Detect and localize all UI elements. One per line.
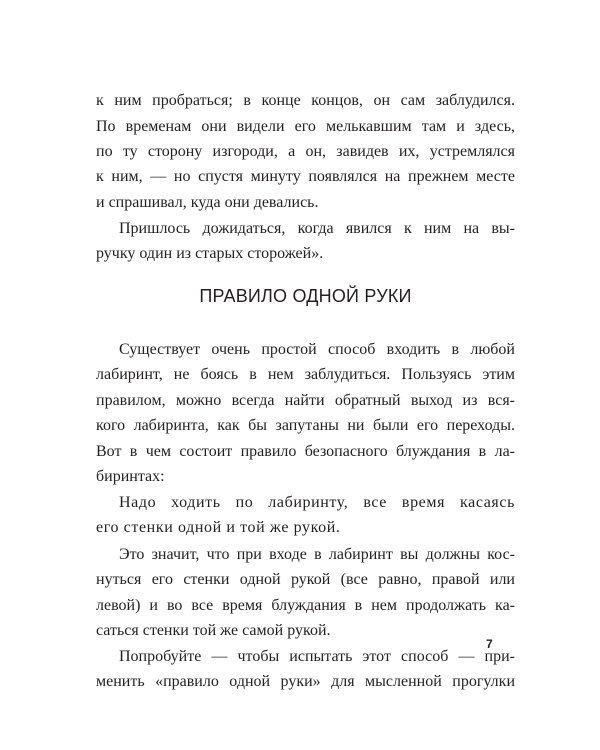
text-line: лабиринт, не боясь в нем заблудиться. Пользуясь этим <box>96 366 515 383</box>
text-line: и спрашивал, куда они девались. <box>96 194 319 211</box>
rule-text-line: его стенки одной и той же рукой. <box>96 519 341 536</box>
text-line: правилом, можно всегда найти обратный выход из вся- <box>96 392 515 409</box>
text-line: к ним пробраться; в конце концов, он сам заблудился. <box>96 92 515 109</box>
text-line: Существует очень простой способ входить в любой <box>119 341 515 358</box>
text-line: Попробуйте — чтобы испытать этот способ — при- <box>119 648 515 665</box>
text-line: По временам они видели его мелькавшим там и здесь, <box>96 118 515 135</box>
text-line: нуться его стенки одной рукой (все равно, правой или <box>96 571 515 588</box>
text-line: Это значит, что при входе в лабиринт вы должны кос- <box>119 546 515 563</box>
text-line: Вот в чем состоит правило безопасного блуждания в ла- <box>96 443 515 460</box>
text-line: кого лабиринта, как бы запутаны ни были его переходы. <box>96 417 515 434</box>
section-heading: ПРАВИЛО ОДНОЙ РУКИ <box>199 286 412 306</box>
text-line: к ним, — но спустя минуту появлялся на прежнем месте <box>96 168 515 185</box>
text-line: биринтах: <box>96 468 165 485</box>
text-line: Пришлось дожидаться, когда явился к ним на вы- <box>119 220 515 237</box>
text-line: саться стенки той же самой рукой. <box>96 622 331 639</box>
page-number: 7 <box>486 637 493 651</box>
text-line: левой) и во все время блуждания в нем продолжать ка- <box>96 597 515 614</box>
rule-text-line: Надо ходить по лабиринту, все время касаясь <box>119 494 515 511</box>
text-line: менить «правило одной руки» для мысленной прогулки <box>96 673 515 690</box>
text-line: ручку один из старых сторожей». <box>96 245 324 262</box>
text-line: по ту сторону изгороди, а он, завидев их, устремлялся <box>96 143 515 160</box>
